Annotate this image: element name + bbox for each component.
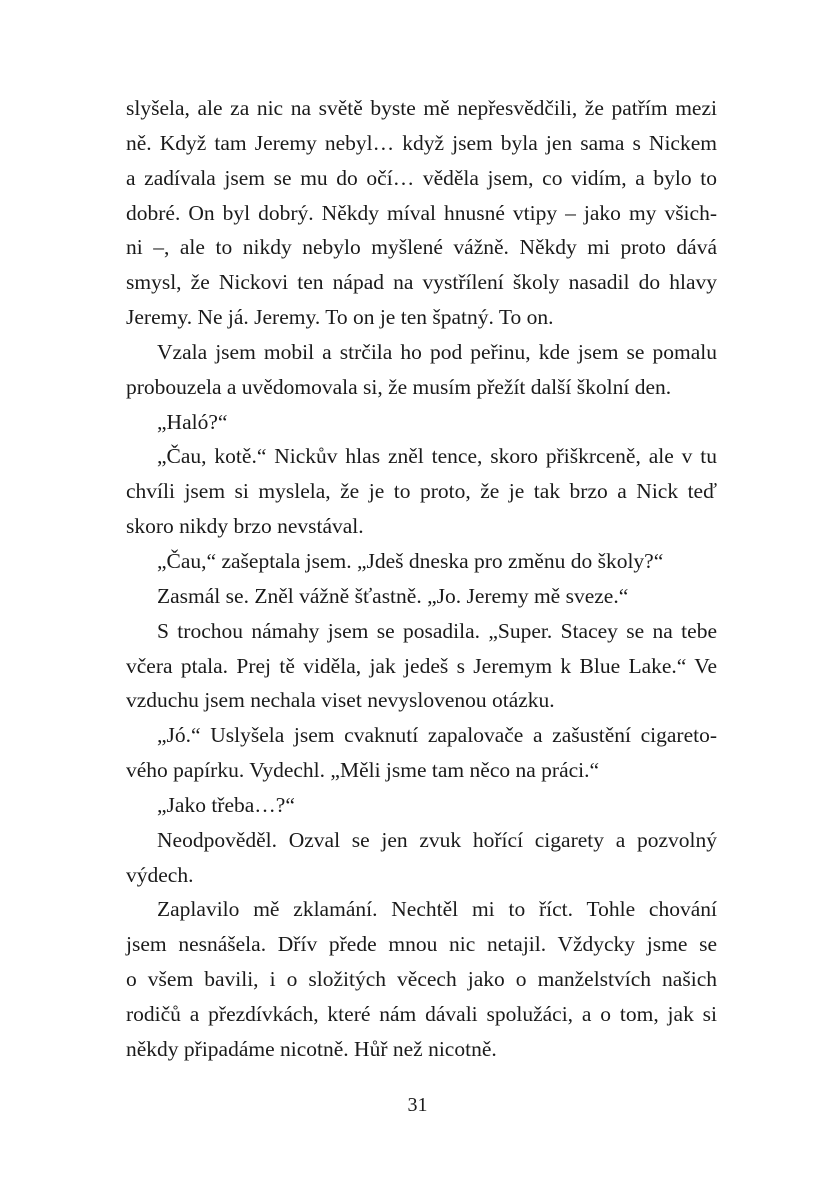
text-line: smysl, že Nickovi ten nápad na vystřílení školy nasadil do hlavy [126, 270, 717, 295]
text-line: ni –, ale to nikdy nebylo myšlené vážně. Někdy mi proto dává [126, 235, 717, 260]
paragraph [126, 718, 717, 788]
text-line: jsem nesnášela. Dřív přede mnou nic netajil. Vždycky jsme se [126, 932, 717, 957]
paragraph [126, 405, 717, 440]
text-line: o všem bavili, i o složitých věcech jako o manželstvích našich [126, 967, 717, 992]
paragraph [126, 439, 717, 544]
paragraph [126, 614, 717, 719]
text-line: Neodpověděl. Ozval se jen zvuk hořící cigarety a pozvolný [157, 827, 717, 852]
text-line: „Čau, kotě.“ Nickův hlas zněl tence, skoro přiškrceně, ale v tu [157, 444, 717, 469]
text-line: slyšela, ale za nic na světě byste mě nepřesvědčili, že patřím mezi [126, 96, 717, 120]
page-number: 31 [407, 1094, 428, 1116]
text-line: „Jako třeba…?“ [157, 792, 295, 817]
text-line: včera ptala. Prej tě viděla, jak jedeš s Jeremym k Blue Lake.“ Ve [126, 653, 717, 678]
text-line: ně. Když tam Jeremy nebyl… když jsem byla jen sama s Nickem [126, 130, 717, 155]
text-line: chvíli jsem si myslela, že je to proto, že je tak brzo a Nick teď [126, 479, 717, 504]
text-line: rodičů a přezdívkách, které nám dávali spolužáci, a o tom, jak si [126, 1001, 717, 1026]
text-line: dobré. On byl dobrý. Někdy míval hnusné vtipy – jako my všich- [126, 200, 717, 225]
text-line: vzduchu jsem nechala viset nevyslovenou otázku. [126, 688, 555, 713]
text-line: Zaplavilo mě zklamání. Nechtěl mi to říct. Tohle chování [157, 897, 717, 922]
paragraph [126, 544, 717, 579]
text-line: Zasmál se. Zněl vážně šťastně. „Jo. Jeremy mě sveze.“ [157, 583, 629, 608]
page-body-text [126, 91, 717, 1067]
text-line: „Čau,“ zašeptala jsem. „Jdeš dneska pro změnu do školy?“ [157, 548, 664, 573]
text-line: výdech. [126, 862, 194, 887]
paragraph [126, 579, 717, 614]
text-line: Jeremy. Ne já. Jeremy. To on je ten špatný. To on. [126, 305, 554, 330]
text-line: Vzala jsem mobil a strčila ho pod peřinu, kde jsem se pomalu [157, 339, 717, 364]
text-line: S trochou námahy jsem se posadila. „Super. Stacey se na tebe [157, 618, 717, 643]
text-line: probouzela a uvědomovala si, že musím přežít další školní den. [126, 374, 672, 399]
paragraph [126, 788, 717, 823]
text-line: někdy připadáme nicotně. Hůř než nicotně. [126, 1036, 497, 1061]
paragraph [126, 91, 717, 335]
paragraph [126, 823, 717, 893]
text-line: skoro nikdy brzo nevstával. [126, 514, 364, 539]
text-line: vého papírku. Vydechl. „Měli jsme tam něco na práci.“ [126, 758, 600, 783]
text-line: a zadívala jsem se mu do očí… věděla jsem, co vidím, a bylo to [126, 165, 717, 190]
paragraph [126, 335, 717, 405]
text-line: „Haló?“ [157, 409, 228, 434]
paragraph [126, 892, 717, 1066]
text-line: „Jó.“ Uslyšela jsem cvaknutí zapalovače a zašustění cigareto- [157, 723, 717, 748]
